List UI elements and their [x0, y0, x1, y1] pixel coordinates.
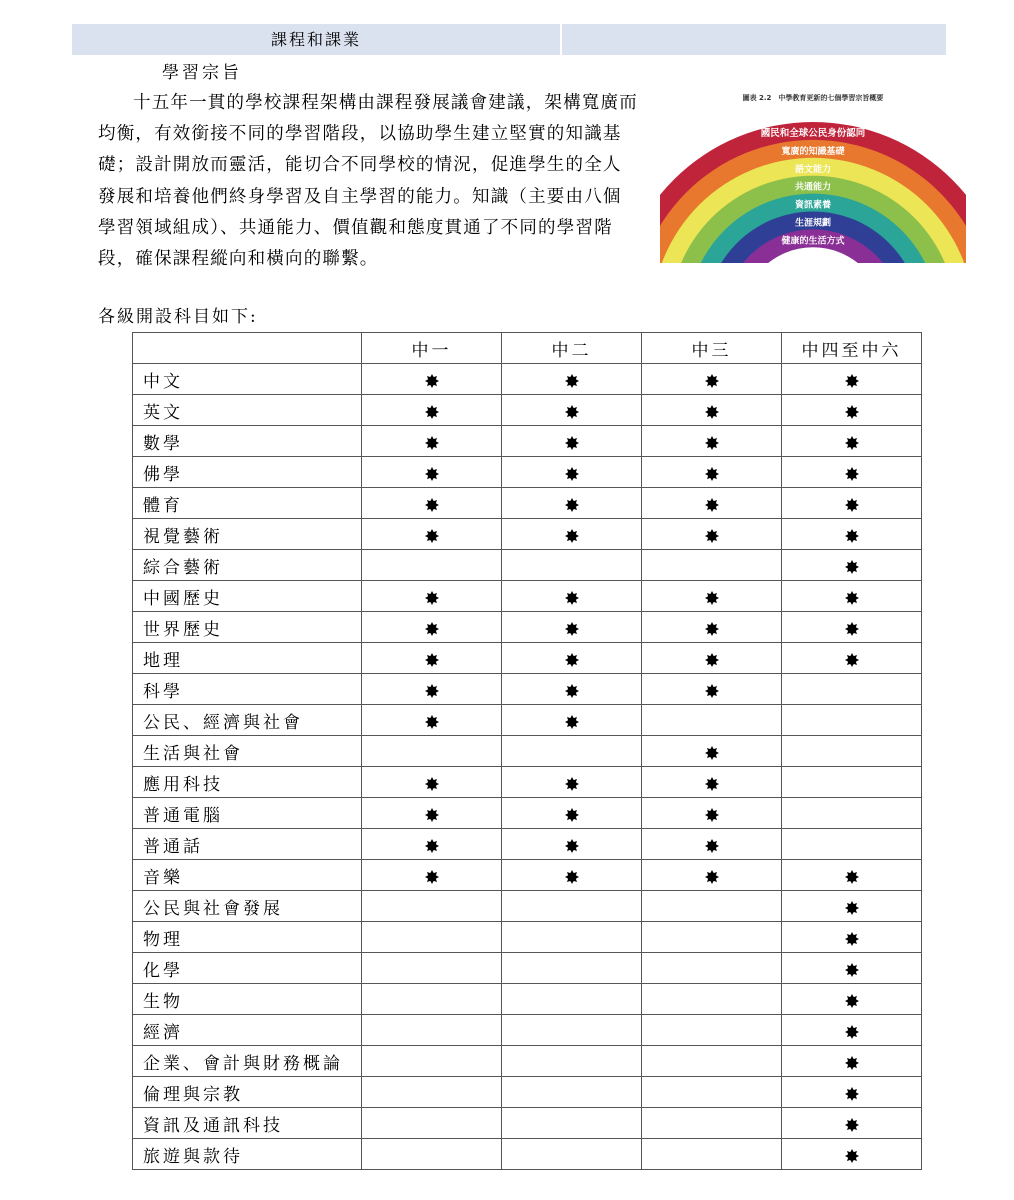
subject-name: 資訊及通訊科技 — [133, 1108, 362, 1139]
table-row — [133, 581, 922, 612]
offered-cell — [782, 457, 922, 488]
offered-cell — [502, 860, 642, 891]
subject-name: 世界歷史 — [133, 612, 362, 643]
offered-cell — [782, 674, 922, 705]
offered-cell — [782, 705, 922, 736]
column-header-s2: 中二 — [502, 333, 642, 364]
starburst-bullet-icon — [705, 621, 719, 635]
offered-cell — [362, 395, 502, 426]
offered-cell — [782, 643, 922, 674]
starburst-bullet-icon — [845, 1148, 859, 1162]
section-title: 課程和課業 — [270, 30, 361, 49]
offered-cell — [362, 736, 502, 767]
starburst-bullet-icon — [565, 466, 579, 480]
starburst-bullet-icon — [565, 404, 579, 418]
offered-cell — [642, 457, 782, 488]
offered-cell — [502, 1108, 642, 1139]
offered-cell — [642, 922, 782, 953]
starburst-bullet-icon — [845, 652, 859, 666]
table-row — [133, 643, 922, 674]
starburst-bullet-icon — [845, 1055, 859, 1069]
offered-cell — [502, 1139, 642, 1170]
offered-cell — [642, 829, 782, 860]
offered-cell — [642, 612, 782, 643]
starburst-bullet-icon — [845, 993, 859, 1007]
offered-cell — [362, 1139, 502, 1170]
table-row — [133, 364, 922, 395]
offered-cell — [362, 612, 502, 643]
starburst-bullet-icon — [425, 776, 439, 790]
offered-cell — [642, 953, 782, 984]
starburst-bullet-icon — [565, 621, 579, 635]
starburst-bullet-icon — [425, 466, 439, 480]
table-row — [133, 829, 922, 860]
starburst-bullet-icon — [705, 745, 719, 759]
table-row — [133, 705, 922, 736]
offered-cell — [362, 829, 502, 860]
offered-cell — [362, 798, 502, 829]
starburst-bullet-icon — [425, 373, 439, 387]
offered-cell — [782, 364, 922, 395]
starburst-bullet-icon — [425, 435, 439, 449]
starburst-bullet-icon — [705, 435, 719, 449]
rainbow-diagram — [660, 120, 966, 263]
table-row — [133, 953, 922, 984]
offered-cell — [362, 984, 502, 1015]
table-row — [133, 767, 922, 798]
table-row — [133, 984, 922, 1015]
offered-cell — [642, 1139, 782, 1170]
subjects-intro: 各級開設科目如下: — [98, 307, 258, 327]
offered-cell — [642, 395, 782, 426]
starburst-bullet-icon — [705, 373, 719, 387]
offered-cell — [502, 1015, 642, 1046]
offered-cell — [362, 457, 502, 488]
table-row — [133, 488, 922, 519]
offered-cell — [502, 581, 642, 612]
offered-cell — [362, 922, 502, 953]
offered-cell — [782, 1139, 922, 1170]
starburst-bullet-icon — [845, 869, 859, 883]
offered-cell — [782, 426, 922, 457]
offered-cell — [502, 488, 642, 519]
subject-name: 英文 — [133, 395, 362, 426]
offered-cell — [362, 550, 502, 581]
starburst-bullet-icon — [425, 683, 439, 697]
offered-cell — [642, 984, 782, 1015]
subject-name: 綜合藝術 — [133, 550, 362, 581]
starburst-bullet-icon — [845, 900, 859, 914]
offered-cell — [362, 860, 502, 891]
offered-cell — [362, 1077, 502, 1108]
subject-name: 旅遊與款待 — [133, 1139, 362, 1170]
offered-cell — [642, 1046, 782, 1077]
table-row — [133, 1046, 922, 1077]
starburst-bullet-icon — [425, 869, 439, 883]
offered-cell — [642, 736, 782, 767]
starburst-bullet-icon — [845, 404, 859, 418]
rainbow-band-label: 國民和全球公民身份認同 — [760, 127, 866, 139]
starburst-bullet-icon — [425, 838, 439, 852]
offered-cell — [642, 860, 782, 891]
rainbow-band-label: 健康的生活方式 — [781, 236, 845, 247]
offered-cell — [502, 705, 642, 736]
offered-cell — [782, 1077, 922, 1108]
subject-name: 音樂 — [133, 860, 362, 891]
offered-cell — [362, 488, 502, 519]
starburst-bullet-icon — [565, 838, 579, 852]
offered-cell — [642, 519, 782, 550]
offered-cell — [642, 705, 782, 736]
starburst-bullet-icon — [425, 497, 439, 511]
subject-name: 中文 — [133, 364, 362, 395]
subject-name: 體育 — [133, 488, 362, 519]
subject-name: 視覺藝術 — [133, 519, 362, 550]
offered-cell — [362, 767, 502, 798]
offered-cell — [782, 395, 922, 426]
offered-cell — [642, 767, 782, 798]
offered-cell — [782, 1108, 922, 1139]
starburst-bullet-icon — [565, 776, 579, 790]
rainbow-band-label: 資訊素養 — [794, 200, 832, 211]
subject-name: 數學 — [133, 426, 362, 457]
column-header-s1: 中一 — [362, 333, 502, 364]
learning-goals-rainbow-figure — [660, 88, 966, 263]
starburst-bullet-icon — [845, 931, 859, 945]
offered-cell — [502, 922, 642, 953]
starburst-bullet-icon — [845, 1024, 859, 1038]
subject-name: 地理 — [133, 643, 362, 674]
offered-cell — [362, 1108, 502, 1139]
subject-name: 應用科技 — [133, 767, 362, 798]
offered-cell — [782, 860, 922, 891]
offered-cell — [502, 953, 642, 984]
offered-cell — [642, 891, 782, 922]
offered-cell — [782, 798, 922, 829]
starburst-bullet-icon — [845, 497, 859, 511]
offered-cell — [782, 581, 922, 612]
table-header-row — [133, 333, 922, 364]
table-row — [133, 891, 922, 922]
table-row — [133, 395, 922, 426]
subject-name: 佛學 — [133, 457, 362, 488]
table-row — [133, 922, 922, 953]
table-row — [133, 1077, 922, 1108]
section-header-bar — [72, 24, 560, 55]
offered-cell — [782, 488, 922, 519]
starburst-bullet-icon — [565, 683, 579, 697]
offered-cell — [782, 767, 922, 798]
learning-goals-paragraph — [98, 88, 638, 275]
subject-name: 公民、經濟與社會 — [133, 705, 362, 736]
offered-cell — [362, 426, 502, 457]
starburst-bullet-icon — [845, 621, 859, 635]
offered-cell — [502, 612, 642, 643]
offered-cell — [782, 891, 922, 922]
offered-cell — [502, 798, 642, 829]
starburst-bullet-icon — [705, 776, 719, 790]
offered-cell — [782, 519, 922, 550]
starburst-bullet-icon — [705, 838, 719, 852]
starburst-bullet-icon — [565, 652, 579, 666]
offered-cell — [642, 798, 782, 829]
offered-cell — [362, 364, 502, 395]
subject-name: 普通電腦 — [133, 798, 362, 829]
offered-cell — [502, 643, 642, 674]
offered-cell — [642, 426, 782, 457]
offered-cell — [502, 364, 642, 395]
starburst-bullet-icon — [845, 590, 859, 604]
table-row — [133, 798, 922, 829]
starburst-bullet-icon — [565, 807, 579, 821]
subject-name: 中國歷史 — [133, 581, 362, 612]
figure-caption: 圖表 2.2 中學教育更新的七個學習宗旨概要 — [742, 94, 884, 102]
offered-cell — [502, 457, 642, 488]
subject-name: 科學 — [133, 674, 362, 705]
starburst-bullet-icon — [425, 807, 439, 821]
subject-name: 普通話 — [133, 829, 362, 860]
table-row — [133, 1015, 922, 1046]
offered-cell — [502, 984, 642, 1015]
offered-cell — [782, 1015, 922, 1046]
offered-cell — [502, 550, 642, 581]
offered-cell — [362, 674, 502, 705]
offered-cell — [502, 767, 642, 798]
offered-cell — [782, 953, 922, 984]
column-header-s4-s6: 中四至中六 — [782, 333, 922, 364]
starburst-bullet-icon — [705, 497, 719, 511]
offered-cell — [502, 829, 642, 860]
offered-cell — [782, 922, 922, 953]
column-header-subject — [133, 333, 362, 364]
column-header-s3: 中三 — [642, 333, 782, 364]
offered-cell — [642, 488, 782, 519]
learning-goals-heading: 學習宗旨 — [162, 63, 242, 83]
offered-cell — [642, 1077, 782, 1108]
offered-cell — [362, 1015, 502, 1046]
offered-cell — [362, 643, 502, 674]
table-row — [133, 457, 922, 488]
subject-name: 經濟 — [133, 1015, 362, 1046]
offered-cell — [362, 581, 502, 612]
starburst-bullet-icon — [705, 807, 719, 821]
rainbow-band-label: 共通能力 — [794, 182, 832, 193]
offered-cell — [642, 364, 782, 395]
offered-cell — [782, 984, 922, 1015]
starburst-bullet-icon — [845, 962, 859, 976]
table-row — [133, 426, 922, 457]
offered-cell — [362, 1046, 502, 1077]
offered-cell — [502, 674, 642, 705]
starburst-bullet-icon — [845, 466, 859, 480]
starburst-bullet-icon — [705, 683, 719, 697]
offered-cell — [782, 1046, 922, 1077]
offered-cell — [642, 1108, 782, 1139]
starburst-bullet-icon — [565, 869, 579, 883]
starburst-bullet-icon — [845, 373, 859, 387]
offered-cell — [642, 1015, 782, 1046]
offered-cell — [502, 891, 642, 922]
subject-name: 生活與社會 — [133, 736, 362, 767]
offered-cell — [642, 674, 782, 705]
starburst-bullet-icon — [565, 373, 579, 387]
offered-cell — [782, 736, 922, 767]
subject-name: 公民與社會發展 — [133, 891, 362, 922]
starburst-bullet-icon — [425, 714, 439, 728]
starburst-bullet-icon — [845, 559, 859, 573]
offered-cell — [362, 953, 502, 984]
starburst-bullet-icon — [845, 528, 859, 542]
offered-cell — [782, 550, 922, 581]
table-row — [133, 612, 922, 643]
starburst-bullet-icon — [705, 466, 719, 480]
subject-name: 化學 — [133, 953, 362, 984]
offered-cell — [502, 1046, 642, 1077]
table-row — [133, 550, 922, 581]
starburst-bullet-icon — [845, 435, 859, 449]
starburst-bullet-icon — [845, 1086, 859, 1100]
offered-cell — [362, 519, 502, 550]
starburst-bullet-icon — [425, 404, 439, 418]
starburst-bullet-icon — [845, 1117, 859, 1131]
subject-name: 企業、會計與財務概論 — [133, 1046, 362, 1077]
starburst-bullet-icon — [425, 652, 439, 666]
offered-cell — [502, 736, 642, 767]
subject-name: 物理 — [133, 922, 362, 953]
section-header-right-cell — [562, 24, 946, 55]
offered-cell — [642, 581, 782, 612]
offered-cell — [502, 426, 642, 457]
rainbow-band-label: 語文能力 — [794, 164, 832, 175]
paragraph-text: 十五年一貫的學校課程架構由課程發展議會建議，架構寬廣而均衡，有效銜接不同的學習階段，以協助學生建立堅實的知識基礎；設計開放而靈活，能切合不同學校的情況，促進學生的全人發展和培養他們終身學習及自主學習的能力。知識（主要由八個學習領域組成）、共通能力、價值觀和態度貫通了不同的學習階段，確保課程縱向和橫向的聯繫。 — [98, 93, 638, 270]
offered-cell — [642, 550, 782, 581]
table-row — [133, 860, 922, 891]
table-row — [133, 736, 922, 767]
rainbow-band-label: 生涯規劃 — [794, 218, 832, 229]
starburst-bullet-icon — [705, 404, 719, 418]
offered-cell — [642, 643, 782, 674]
table-row — [133, 1139, 922, 1170]
starburst-bullet-icon — [705, 869, 719, 883]
starburst-bullet-icon — [565, 528, 579, 542]
offered-cell — [362, 705, 502, 736]
offered-cell — [502, 395, 642, 426]
starburst-bullet-icon — [705, 528, 719, 542]
starburst-bullet-icon — [425, 621, 439, 635]
offered-cell — [502, 519, 642, 550]
table-row — [133, 1108, 922, 1139]
subject-name: 倫理與宗教 — [133, 1077, 362, 1108]
starburst-bullet-icon — [565, 714, 579, 728]
starburst-bullet-icon — [705, 652, 719, 666]
starburst-bullet-icon — [565, 497, 579, 511]
offered-cell — [502, 1077, 642, 1108]
starburst-bullet-icon — [425, 528, 439, 542]
table-row — [133, 519, 922, 550]
starburst-bullet-icon — [565, 590, 579, 604]
subjects-table — [132, 332, 922, 1170]
offered-cell — [362, 891, 502, 922]
rainbow-band-label: 寬廣的知識基礎 — [781, 146, 845, 157]
table-row — [133, 674, 922, 705]
starburst-bullet-icon — [425, 590, 439, 604]
subject-name: 生物 — [133, 984, 362, 1015]
starburst-bullet-icon — [705, 590, 719, 604]
starburst-bullet-icon — [565, 435, 579, 449]
offered-cell — [782, 612, 922, 643]
offered-cell — [782, 829, 922, 860]
